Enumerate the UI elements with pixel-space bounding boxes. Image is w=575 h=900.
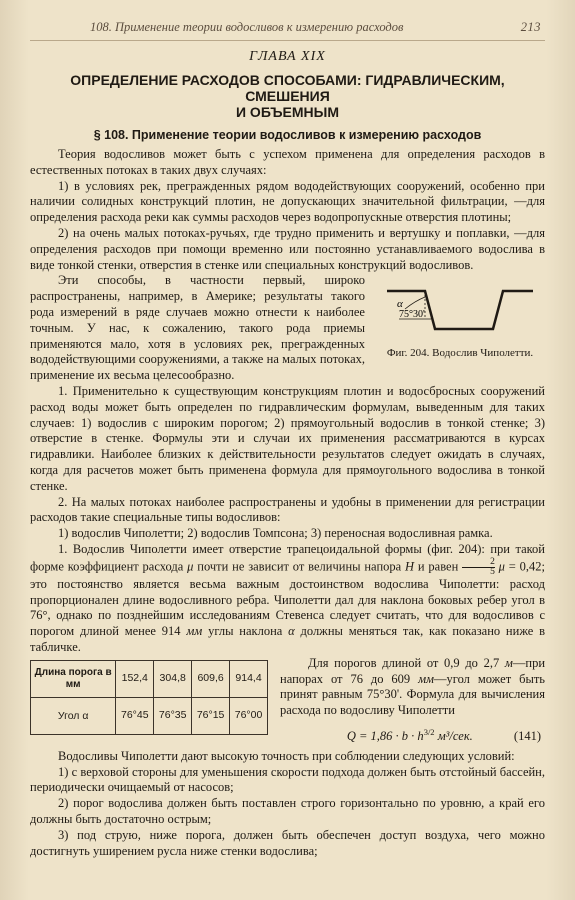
- text-run: —угол может быть принят равным 75°30'. Формула для вычисления расхода по водосливу Чиполетти: [280, 671, 546, 718]
- paragraph: 1. Применительно к существующим конструкциям плотин и водосбросных сооружений расход воды может быть определен по гидравлическим формулам, выведенным для таких случаев: 1) водослив с широким порогом; 2) прямоугольный водослив в тонкой стенке; 3) отверстие в стенке. Формулы эти и случаи их применения рассматриваются в курсах гидравлики. Наиболее близких к действительности результатов следует ожидать в случаях, когда для расчетов может быть применена формула для прямоугольного водослива в тонкой стенке.: [30, 383, 545, 493]
- text-run: 1. Водослив Чиполетти имеет отверстие трапецоидальной формы (фиг. 204): при такой форме коэффициент расхода: [30, 541, 545, 574]
- section-heading: § 108. Применение теории водосливов к измерению расходов: [93, 128, 482, 142]
- formula-exponent: 3/2: [423, 726, 435, 737]
- paragraph: Теория водосливов может быть с успехом применена для определения расходов в естественных потоках в таких двух случаях:: [30, 147, 545, 177]
- table-cell: 76°15: [192, 697, 230, 734]
- chapter-heading: ГЛАВА XIX: [249, 49, 326, 64]
- unit-mm: мм: [418, 671, 435, 686]
- angle-table-wrap: [30, 660, 268, 735]
- chapter-title-line1: ОПРЕДЕЛЕНИЕ РАСХОДОВ СПОСОБАМИ: ГИДРАВЛИЧЕСКИМ, СМЕШЕНИЯ: [70, 72, 505, 104]
- figure-label-alpha: α: [397, 298, 403, 311]
- table-cell: 609,6: [192, 660, 230, 697]
- paragraph: 2) на очень малых потоках-ручьях, где трудно применить и вертушку и поплавки, —для определения расходов при помощи временно или постоянно устанавливаемого водослива в виде тонкой стенки, отверстия в стенке или специальных конструкций водосливов.: [30, 225, 545, 272]
- paragraph: 1) водослив Чиполетти; 2) водослив Томпсона; 3) переносная водосливная рамка.: [58, 526, 493, 541]
- formula-expression: Q = 1,86 · b · h: [346, 729, 424, 744]
- paragraph: 3) под струю, ниже порога, должен быть обеспечен доступ воздуха, чего можно достигнуть уширением русла ниже стенки водослива;: [30, 827, 545, 858]
- table-cell: 304,8: [154, 660, 192, 697]
- figure-caption: Фиг. 204. Водослив Чиполетти.: [386, 347, 534, 360]
- text-run: и равен: [417, 559, 459, 574]
- chapter-title: [30, 72, 545, 120]
- symbol-mu: μ: [187, 559, 194, 574]
- paragraph: 1) с верховой стороны для уменьшения скорости подхода должен быть отстойный бассейн, периодически очищаемый от насосов;: [30, 764, 545, 795]
- weir-diagram: [385, 279, 535, 341]
- paragraph: 1) в условиях рек, прегражденных рядом вододействующих сооружений, особенно при наличии солидных конструкций плотин, не допускающих значительной фильтрации, —для определения расхода реки как суммы расходов через водопропускные отверстия плотины;: [30, 178, 545, 225]
- symbol-alpha: α: [288, 624, 295, 639]
- table-header-angle: Угол α: [31, 697, 116, 734]
- fraction-denominator: 5: [490, 566, 495, 577]
- figure-204: [375, 279, 545, 360]
- text-run: углы наклона: [208, 624, 283, 639]
- chapter-title-line2: И ОБЪЕМНЫМ: [235, 104, 340, 120]
- table-header-length: Длина порога в мм: [31, 660, 116, 697]
- running-title: 108. Применение теории водосливов к измерению расходов: [90, 20, 404, 34]
- text-run: должны меняться так, как показано ниже в табличке.: [30, 624, 546, 654]
- symbol-h: H: [405, 559, 415, 574]
- table-cell: 76°35: [154, 697, 192, 734]
- angle-table: [30, 660, 268, 735]
- table-row: [31, 697, 268, 734]
- table-cell: 152,4: [116, 660, 154, 697]
- figure-label-angle: 75°30': [399, 309, 425, 321]
- unit-mm: мм: [186, 624, 203, 639]
- text-run: Для порогов длиной от 0,9 до 2,7: [308, 655, 500, 670]
- text-run: почти не зависит от величины напора: [197, 559, 402, 574]
- fraction: [462, 558, 495, 577]
- formula-units: м³/сек.: [437, 729, 473, 744]
- table-row: [31, 660, 268, 697]
- table-cell: 914,4: [230, 660, 268, 697]
- formula-number: (141): [513, 729, 541, 744]
- unit-m: м: [504, 655, 513, 670]
- symbol-mu: μ: [498, 559, 505, 574]
- paragraph: 2) порог водослива должен быть поставлен строго горизонтально по уровню, а край его должны быть достаточно острым;: [30, 796, 545, 827]
- text-run: = 0,42; это постоянство является весьма важным достоинством водослива Чиполетти: расход пропорционален длине водосливного ребра. Чиполетти дал для наклона боковых ребер угол в 76°, однако по позднейшим исследованиям Стевенса следует считать, что для водосливов с порогом длиной менее 914: [30, 559, 546, 639]
- paragraph: Водосливы Чиполетти дают высокую точность при соблюдении следующих условий:: [58, 748, 515, 763]
- paragraph-cipolletti: [30, 542, 545, 656]
- table-cell: 76°00: [230, 697, 268, 734]
- table-cell: 76°45: [116, 697, 154, 734]
- body-text: [30, 147, 545, 859]
- paragraph: 2. На малых потоках наиболее распространены и удобны в применении для регистрации расходов такие специальные типы водосливов:: [30, 494, 545, 525]
- paragraph: Эти способы, в частности первый, широко распространены, например, в Америке; результаты такого рода измерений в ряде случаев можно отнести к наиболее точным. У нас, к сожалению, такого рода приемы применяются мало, хотя в условиях рек, прегражденных вододействующими сооружениями, а также на малых потоках, применение их весьма целесообразно.: [30, 273, 365, 383]
- running-head: [30, 12, 545, 41]
- fraction-numerator: 2: [462, 558, 495, 568]
- page-number: 213: [520, 20, 541, 34]
- text-run: —при напорах от 76 до 609: [280, 655, 546, 686]
